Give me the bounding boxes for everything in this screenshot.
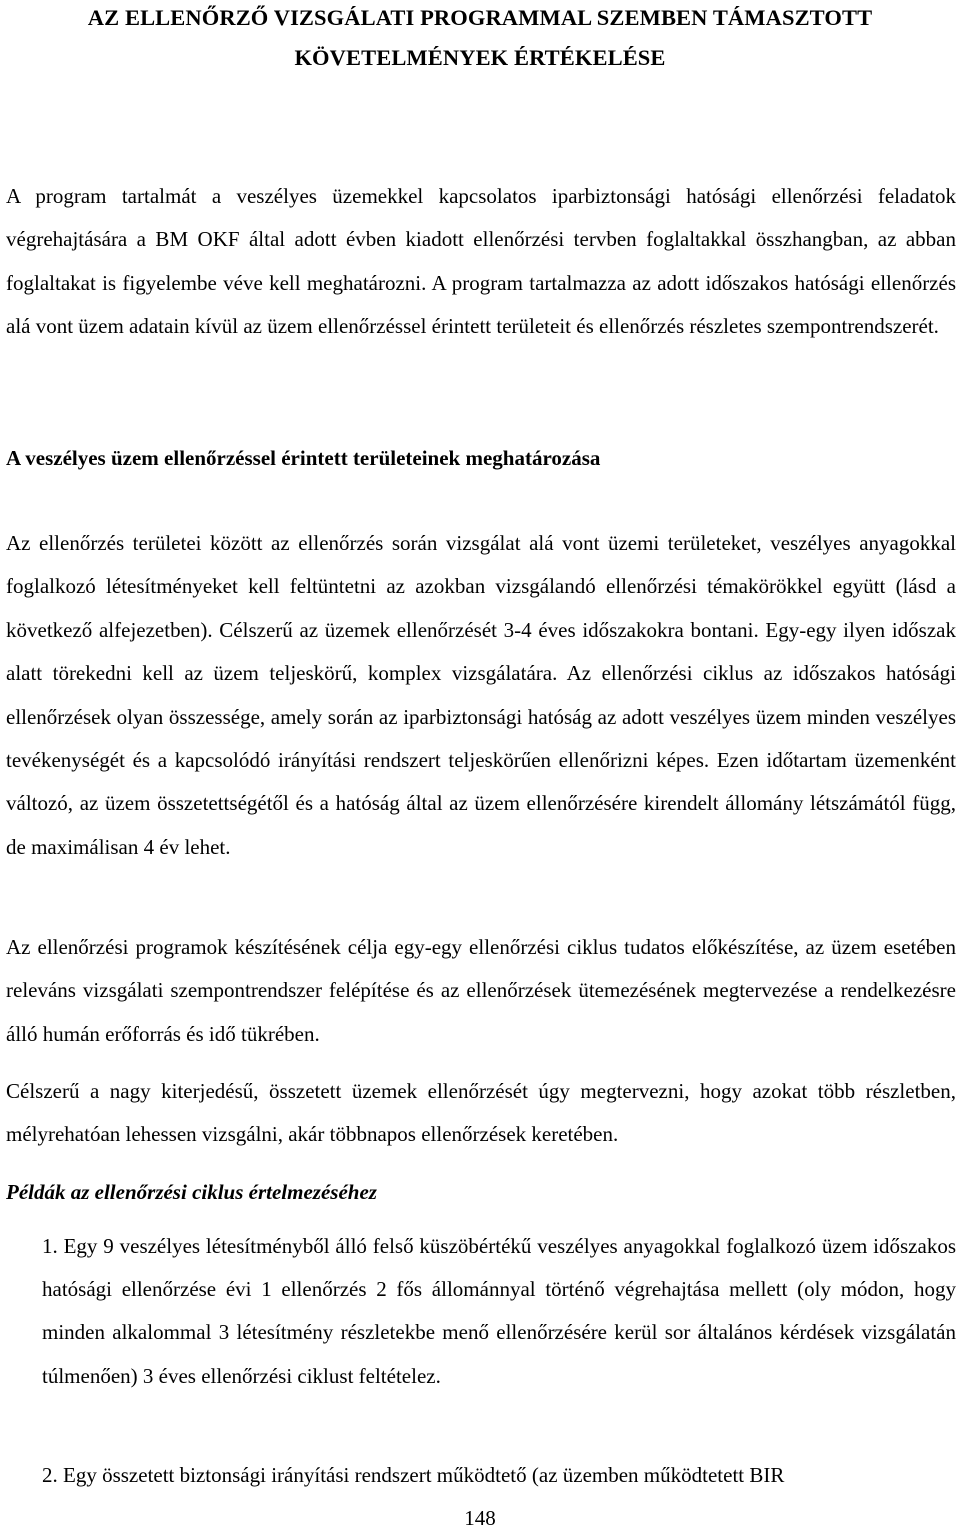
intro-paragraph: A program tartalmát a veszélyes üzemekkel kapcsolatos iparbiztonsági hatósági ellenőrzési feladatok végrehajtására a BM OKF által adott évben kiadott ellenőrzési tervben foglaltakkal összhangban, az abban foglaltakat is figyelembe véve kell meghatározni. A program tartalmazza az adott időszakos hatósági ellenőrzés alá vont üzem adatain kívül az üzem ellenőrzéssel érintett területeit és ellenőrzés részletes szempontrendszerét. — [6, 184, 956, 339]
page-number: 148 — [464, 1506, 496, 1530]
goal-paragraph: Az ellenőrzési programok készítésének célja egy-egy ellenőrzési ciklus tudatos előkészítése, az üzem esetében releváns vizsgálati szempontrendszer felépítése és az ellenőrzések ütemezésének megtervezése a rendelkezésre álló humán erőforrás és idő tükrében. — [6, 935, 956, 1046]
complex-paragraph: Célszerű a nagy kiterjedésű, összetett üzemek ellenőrzését úgy megtervezni, hogy azokat több részletben, mélyrehatóan lehessen vizsgálni, akár többnapos ellenőrzések keretében. — [6, 1079, 956, 1147]
page-title — [0, 0, 960, 78]
list-item: 1. Egy 9 veszélyes létesítményből álló felső küszöbértékű veszélyes anyagokkal foglalkozó üzem időszakos hatósági ellenőrzése évi 1 ellenőrzés 2 fős állománnyal történő végrehajtása mellett (oly módon, hogy minden alkalommal 3 létesítmény részletekbe menő ellenőrzésére kerül sor általános kérdések vizsgálatán túlmenően) 3 éves ellenőrzési ciklust feltételez. — [42, 1234, 956, 1388]
title-line-2: KÖVETELMÉNYEK ÉRTÉKELÉSE — [294, 45, 666, 70]
title-line-1: AZ ELLENŐRZŐ VIZSGÁLATI PROGRAMMAL SZEMBEN TÁMASZTOTT — [87, 5, 873, 30]
areas-paragraph: Az ellenőrzés területei között az ellenőrzés során vizsgálat alá vont üzemi területeket, veszélyes anyagokkal foglalkozó létesítményeket kell feltüntetni az azokban vizsgálandó ellenőrzési témakörökkel együtt (lásd a következő alfejezetben). Célszerű az üzemek ellenőrzését 3-4 éves időszakokra bontani. Egy-egy ilyen időszak alatt törekedni kell az üzem teljeskörű, komplex vizsgálatára. Az ellenőrzési ciklus az időszakos hatósági ellenőrzések olyan összessége, amely során az iparbiztonsági hatóság az adott veszélyes üzem minden veszélyes tevékenységét és a kapcsolódó irányítási rendszert teljeskörűen ellenőrizni képes. Ezen időtartam üzemenként változó, az üzem összetettségétől és a hatóság által az üzem ellenőrzésére kirendelt állomány létszámától függ, de maximálisan 4 év lehet. — [6, 531, 956, 859]
section-heading: A veszélyes üzem ellenőrzéssel érintett területeinek meghatározása — [6, 446, 601, 470]
list-item: 2. Egy összetett biztonsági irányítási rendszert működtető (az üzemben működtetett BIR — [42, 1463, 785, 1487]
examples-heading: Példák az ellenőrzési ciklus értelmezéséhez — [6, 1180, 377, 1204]
